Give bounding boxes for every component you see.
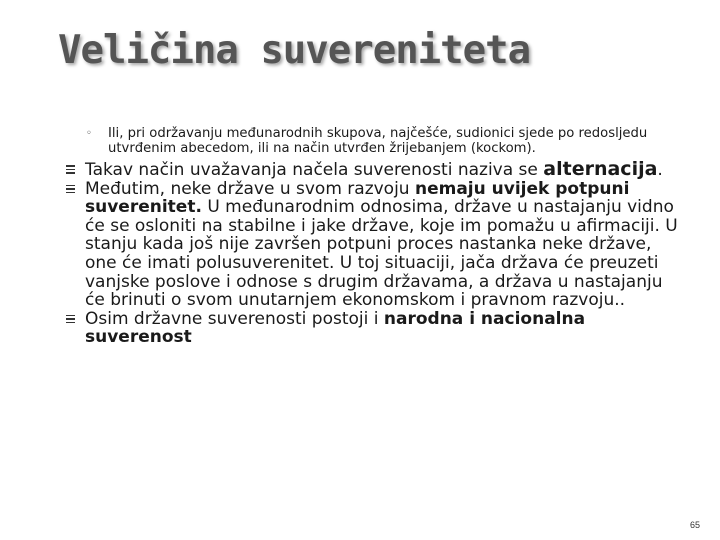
bullet-item bbox=[66, 310, 686, 347]
triple-bar-bullet-icon bbox=[66, 315, 75, 324]
bullet-bold-text: nemaju uvijek potpuni suverenitet. bbox=[85, 178, 630, 218]
sub-bullet-text: Ili, pri održavanju međunarodnih skupova, najčešće, sudionici sjede po redosljedu utvrđenim abecedom, ili na način utvrđen žrijebanjem (kockom). bbox=[108, 126, 648, 156]
ring-bullet-icon: ◦ bbox=[86, 128, 92, 139]
bullet-text: Takav način uvažavanja načela suverenosti naziva se bbox=[85, 160, 544, 180]
page-number: 65 bbox=[690, 520, 701, 530]
triple-bar-bullet-icon bbox=[66, 185, 75, 194]
bullet-bold-text: alternacija bbox=[543, 158, 658, 180]
sub-bullet-item bbox=[86, 126, 686, 156]
bullet-text-end: . bbox=[657, 160, 663, 180]
bullet-text: Međutim, neke države u svom razvoju bbox=[85, 178, 415, 199]
slide-title: Veličina suvereniteta bbox=[58, 28, 531, 73]
bullet-list bbox=[66, 160, 686, 347]
bullet-item bbox=[66, 180, 686, 310]
bullet-text: Osim državne suverenosti postoji i bbox=[85, 308, 384, 329]
bullet-text-end: U međunarodnim odnosima, države u nastajanju vidno će se osloniti na stabilne i jake države, koje im pomažu u afirmaciji. U stanju kada još nije završen potpuni proces nastanka neke države, one će imati polusuverenitet. U toj situaciji, jača država će preuzeti vanjske poslove i odnose s drugim državama, a država u nastajanju će brinuti o svom unutarnjem ekonomskom i pravnom razvoju.. bbox=[85, 197, 678, 311]
bullet-item bbox=[66, 160, 686, 180]
bullet-bold-text: narodna i nacionalna suverenost bbox=[85, 308, 586, 348]
triple-bar-bullet-icon bbox=[66, 165, 75, 174]
